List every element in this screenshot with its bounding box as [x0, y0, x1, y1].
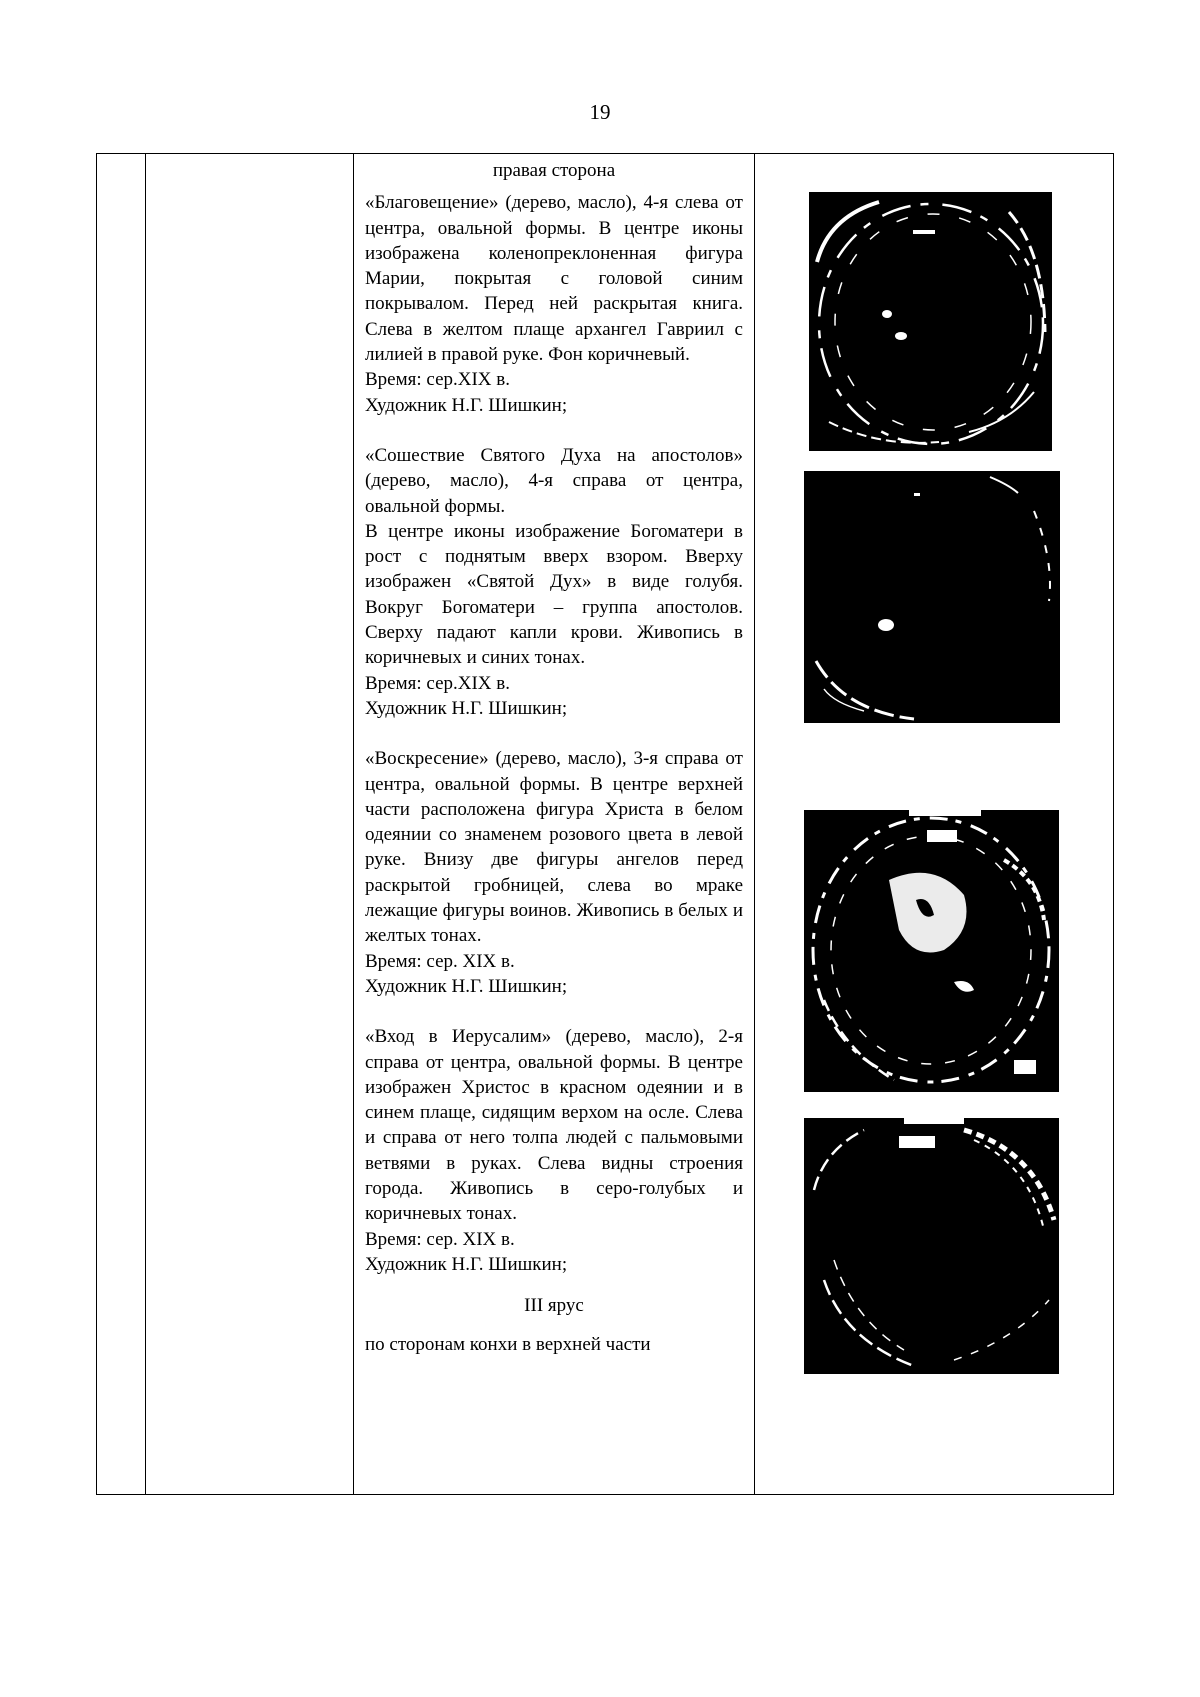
entry-description: «Воскресение» (дерево, масло), 3-я справа от центра, овальной формы. В центре верхней части расположена фигура Христа в белом одеянии со знаменем розового цвета в левой руке. Внизу две фигуры ангелов перед раскрытой гробницей, слева во мраке лежащие фигуры воинов. Живопись в белых и желтых тонах.: [365, 748, 743, 947]
entry-artist: Художник Н.Г. Шишкин;: [365, 394, 568, 416]
entry-body: В центре иконы изображение Богоматери в рост с поднятым вверх взором. Вверху изображен «Святой Дух» в виде голубя. Вокруг Богоматери – группа апостолов. Сверху падают капли крови. Живопись в коричневых и синих тонах.: [365, 520, 743, 669]
entry-entry-into-jerusalem: [365, 1024, 743, 1277]
icon-photo-pentecost: [804, 471, 1060, 723]
entry-time: Время: сер. XIX в.: [365, 950, 515, 972]
entry-description: «Благовещение» (дерево, масло), 4-я слева от центра, овальной формы. В центре иконы изображена коленопреклоненная фигура Марии, покрытая с головой синим покрывалом. Перед ней раскрытая книга. Слева в желтом плаще архангел Гавриил с лилией в правой руке. Фон коричневый.: [365, 192, 743, 366]
tier-line: по сторонам конхи в верхней части: [365, 1334, 651, 1356]
entry-description: «Сошествие Святого Духа на апостолов» (дерево, масло), 4-я справа от центра, овальной формы.: [365, 444, 743, 517]
tier-heading: III ярус: [524, 1295, 584, 1317]
entry-artist: Художник Н.Г. Шишкин;: [365, 697, 568, 719]
entry-time: Время: сер.XIX в.: [365, 369, 510, 391]
entry-annunciation: [365, 190, 743, 418]
entry-time: Время: сер.XIX в.: [365, 672, 510, 694]
entry-time: Время: сер. XIX в.: [365, 1228, 515, 1250]
column-divider: [353, 154, 354, 1494]
icon-photo-entry-into-jerusalem: [804, 1110, 1059, 1374]
entry-resurrection: [365, 746, 743, 999]
column-divider: [145, 154, 146, 1494]
section-heading: правая сторона: [492, 160, 616, 181]
entry-description: «Вход в Иерусалим» (дерево, масло), 2-я справа от центра, овальной формы. В центре изображен Христос в красном одеянии и в синем плаще, сидящим верхом на осле. Слева и справа от него толпа людей с пальмовыми ветвями в руках. Слева видны строения города. Живопись в серо-голубых и коричневых тонах.: [365, 1026, 743, 1225]
entry-pentecost: [365, 443, 743, 721]
icon-photo-resurrection: [804, 800, 1059, 1092]
column-divider: [754, 154, 755, 1494]
entry-artist: Художник Н.Г. Шишкин;: [365, 975, 568, 997]
page-number: 19: [589, 100, 611, 124]
icon-photo-annunciation: [809, 192, 1052, 451]
entry-artist: Художник Н.Г. Шишкин;: [365, 1253, 568, 1275]
description-column: [365, 154, 743, 1358]
